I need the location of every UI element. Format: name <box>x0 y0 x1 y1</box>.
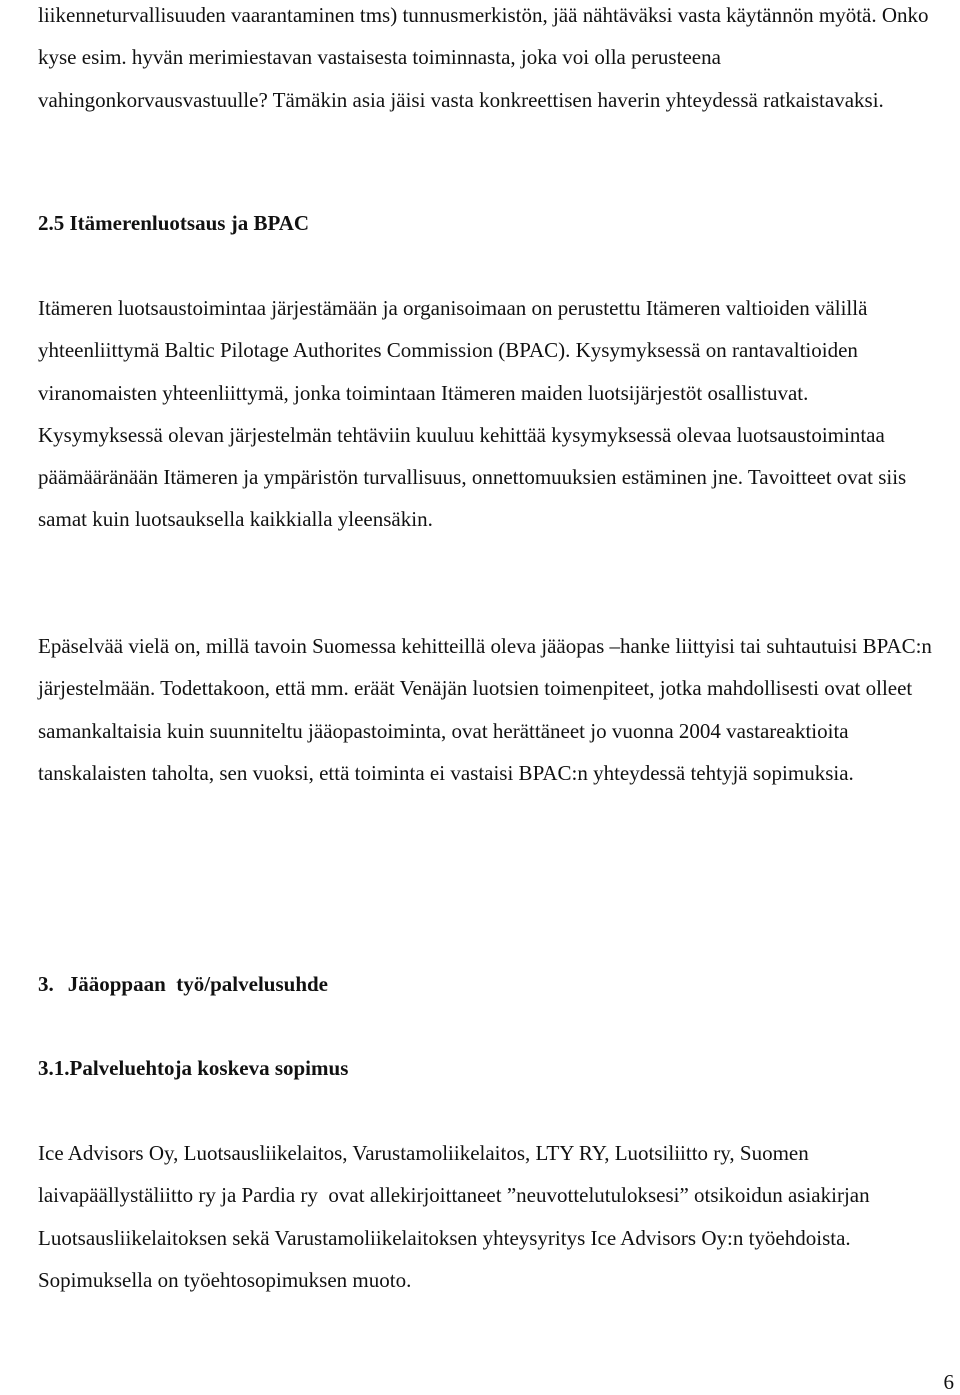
page-number: 6 <box>943 1370 954 1394</box>
intro-paragraph: liikenneturvallisuuden vaarantaminen tms) tunnusmerkistön, jää nähtäväksi vasta käytännön myötä. Onko kyse esim. hyvän merimiestavan vastaisesta toiminnasta, joka voi olla perusteena vahingonkorvausvastuulle? Tämäkin asia jäisi vasta konkreettisen haverin yhteydessä ratkaistavaksi. <box>38 3 929 112</box>
section-3-title: Jääoppaan työ/palvelusuhde <box>67 972 328 996</box>
section-3-1-heading <box>38 1053 348 1083</box>
section-3-heading <box>38 969 328 999</box>
section-2-5-heading: 2.5 Itämerenluotsaus ja BPAC <box>38 211 310 235</box>
section-3-number: 3. <box>38 972 54 996</box>
section-3-1-title: Palveluehtoja koskeva sopimus <box>69 1056 349 1080</box>
section-3-1-paragraph: Ice Advisors Oy, Luotsausliikelaitos, Varustamoliikelaitos, LTY RY, Luotsiliitto ry, Suomen laivapäällystäliitto ry ja Pardia ry ovat allekirjoittaneet ”neuvottelutuloksesi” otsikoidun asiakirjan Luotsausliikelaitoksen sekä Varustamoliikelaitoksen yhteysyritys Ice Advisors Oy:n työehdoista. Sopimuksella on työehtosopimuksen muoto. <box>38 1141 875 1292</box>
section-2-5-paragraph-1: Itämeren luotsaustoimintaa järjestämään ja organisoimaan on perustettu Itämeren valtioiden välillä yhteenliittymä Baltic Pilotage Authorites Commission (BPAC). Kysymyksessä on rantavaltioiden viranomaisten yhteenliittymä, jonka toimintaan Itämeren maiden luotsijärjestöt osallistuvat. Kysymyksessä olevan järjestelmän tehtäviin kuuluu kehittää kysymyksessä olevaa luotsaustoimintaa päämääränään Itämeren ja ympäristön turvallisuus, onnettomuuksien estäminen jne. Tavoitteet ovat siis samat kuin luotsauksella kaikkialla yleensäkin. <box>38 296 907 532</box>
section-2-5-paragraph-2: Epäselvää vielä on, millä tavoin Suomessa kehitteillä oleva jääopas –hanke liittyisi tai suhtautuisi BPAC:n järjestelmään. Todettakoon, että mm. eräät Venäjän luotsien toimenpiteet, jotka mahdollisesti ovat olleet samankaltaisia kuin suunniteltu jääopastoiminta, ovat herättäneet jo vuonna 2004 vastareaktioita tanskalaisten taholta, sen vuoksi, että toiminta ei vastaisi BPAC:n yhteydessä tehtyjä sopimuksia. <box>38 634 932 785</box>
section-3-1-number: 3.1. <box>38 1056 70 1080</box>
